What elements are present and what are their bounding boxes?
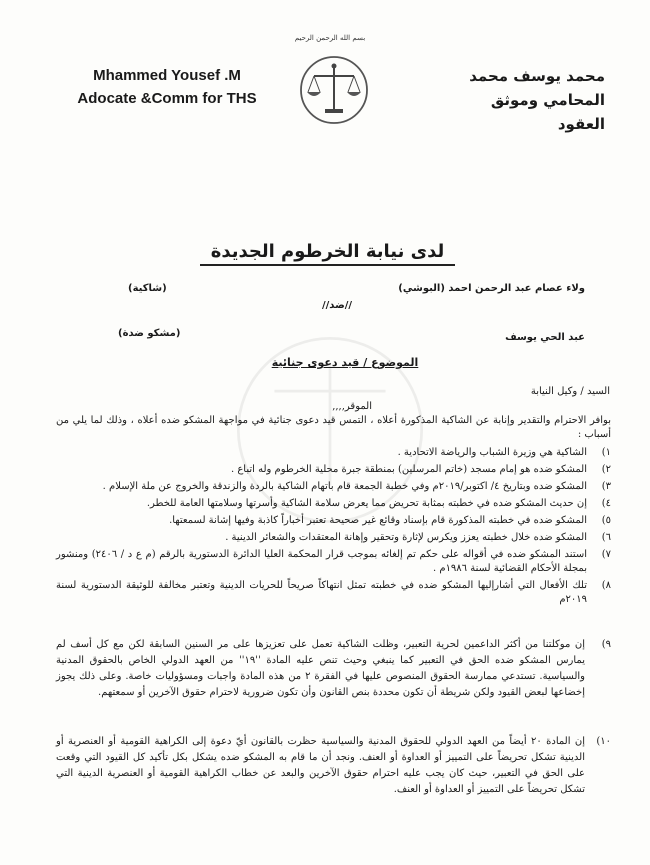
lawyer-info-ar: [455, 64, 605, 136]
lawyer-info-en: [62, 64, 272, 110]
greeting: الموقر,,,,: [332, 401, 372, 412]
intro-paragraph: بوافر الاحترام والتقدير وإنابة عن الشاكية المذكورة أعلاه ، التمس قيد دعوى جنائية في مواجهة المشكو ضده أعلاه ، وذلك لما يلي من أسباب :: [56, 415, 611, 440]
complainant-role: (شاكية): [128, 283, 167, 294]
clause-item: ٥) المشكو ضده في خطبته المذكورة قام بإسناد وقائع غير صحيحة تعتبر أخباراً كاذبة وفيها إشانة لسمعتها.: [169, 515, 611, 526]
lawyer-title-ar: المحامي وموثق العقود: [490, 91, 605, 133]
lawyer-name-en: Mhammed Yousef .M: [93, 67, 241, 84]
clause-item: ٤) إن حديث المشكو ضده في خطبته بمثابة تحريض مما يعرض سلامة الشاكية وأسرتها وسلامتها العامة للخطر.: [146, 498, 611, 509]
clause-item: ١) الشاكية هي وزيرة الشباب والرياضة الاتحادية .: [397, 447, 611, 458]
lawyer-name-ar: محمد يوسف محمد: [469, 67, 605, 85]
clause-10: ١٠) إن المادة ٢٠ أيضاً من العهد الدولي للحقوق المدنية والسياسية حظرت بالقانون أيّ دعوة إلى الكراهية القومية أو العنصرية أو الدينية تشكل تحريضاً على التمييز أو العداوة أو العنف. ونجد أن ما قام به المشكو ضده يشكل بكل تأكيد كل القيود التي وقعت على الحق في التعبير، حيث كان يجب عليه احترام حقوق الآخرين والبعد عن خطاب الكراهية القومية أو العنصرية الدينية التي تشكل تحريضاً على التمييز أو العداوة أو العنف.: [56, 736, 611, 795]
against-label: //ضد//: [322, 300, 353, 311]
lawyer-title-en: Adocate &Comm for THS: [77, 90, 257, 107]
clause-item: ٣) المشكو ضده وبتاريخ ٤/ اكتوبر/٢٠١٩م وفي خطبة الجمعة قام باتهام الشاكية بالردة والزندقة والخروج عن ملة الإسلام .: [102, 481, 611, 492]
clause-item: ٦) المشكو ضده خلال خطبته يعزز ويكرس لإثارة وتحقير وإهانة المعتقدات والشعائر الدينية .: [225, 532, 611, 543]
defendant-role: (مشكو ضدة): [118, 328, 181, 339]
page-title: لدى نيابة الخرطوم الجديدة: [200, 241, 455, 266]
clause-9: ٩) إن موكلتنا من أكثر الداعمين لحرية التعبير، وظلت الشاكية تعمل على تعزيزها على مر السنين السابقة لكن مع كل أسف لم يمارس المشكو ضده الحق في التعبير كما ينبغي وحيث تنص عليه المادة ''١٩'' من العهد الدولي الخاص بالحقوق المدنية والسياسية. تستدعي ممارسة الحقوق المنصوص عليها في الفقرة ٢ من هذه المادة واجبات ومسؤوليات خاصة. وعلى ذلك يجوز إخضاعها لبعض القيود ولكن شريطة أن تكون محددة بنص القانون وأن تكون ضرورية لاحترام حقوق الآخرين أو سمعتهم.: [56, 639, 611, 698]
clause-item: ٧) استند المشكو ضده في أقواله على حكم تم إلغائه بموجب قرار المحكمة العليا الدائرة الدستورية بالرقم (م ع د / ٢٤٠٦) ومنشور بمجلة الأحكام القضائية لسنة ١٩٨٦م .: [56, 549, 611, 574]
salutation: السيد / وكيل النيابة: [530, 386, 610, 397]
complainant-name: ولاء عصام عبد الرحمن احمد (البوشي): [398, 283, 585, 294]
subject-line: الموضوع / قيد دعوى جنائية: [271, 356, 419, 369]
scales-of-justice-icon: [298, 54, 370, 126]
clause-item: ٨) تلك الأفعال التي أشارإليها المشكو ضده في خطبته تمثل انتهاكاً صريحاً للحريات الدينية وتعتبر مخالفة للوثيقة الدستورية لسنة ٢٠١٩م: [56, 580, 611, 605]
bismillah: بسم الله الرحمن الرحيم: [294, 34, 366, 42]
clause-item: ٢) المشكو ضده هو إمام مسجد (خاتم المرسلين) بمنطقة جبرة محلية الخرطوم وله اتباع .: [230, 464, 611, 475]
defendant-name: عبد الحي يوسف: [505, 332, 585, 343]
clauses-list: [56, 446, 611, 610]
